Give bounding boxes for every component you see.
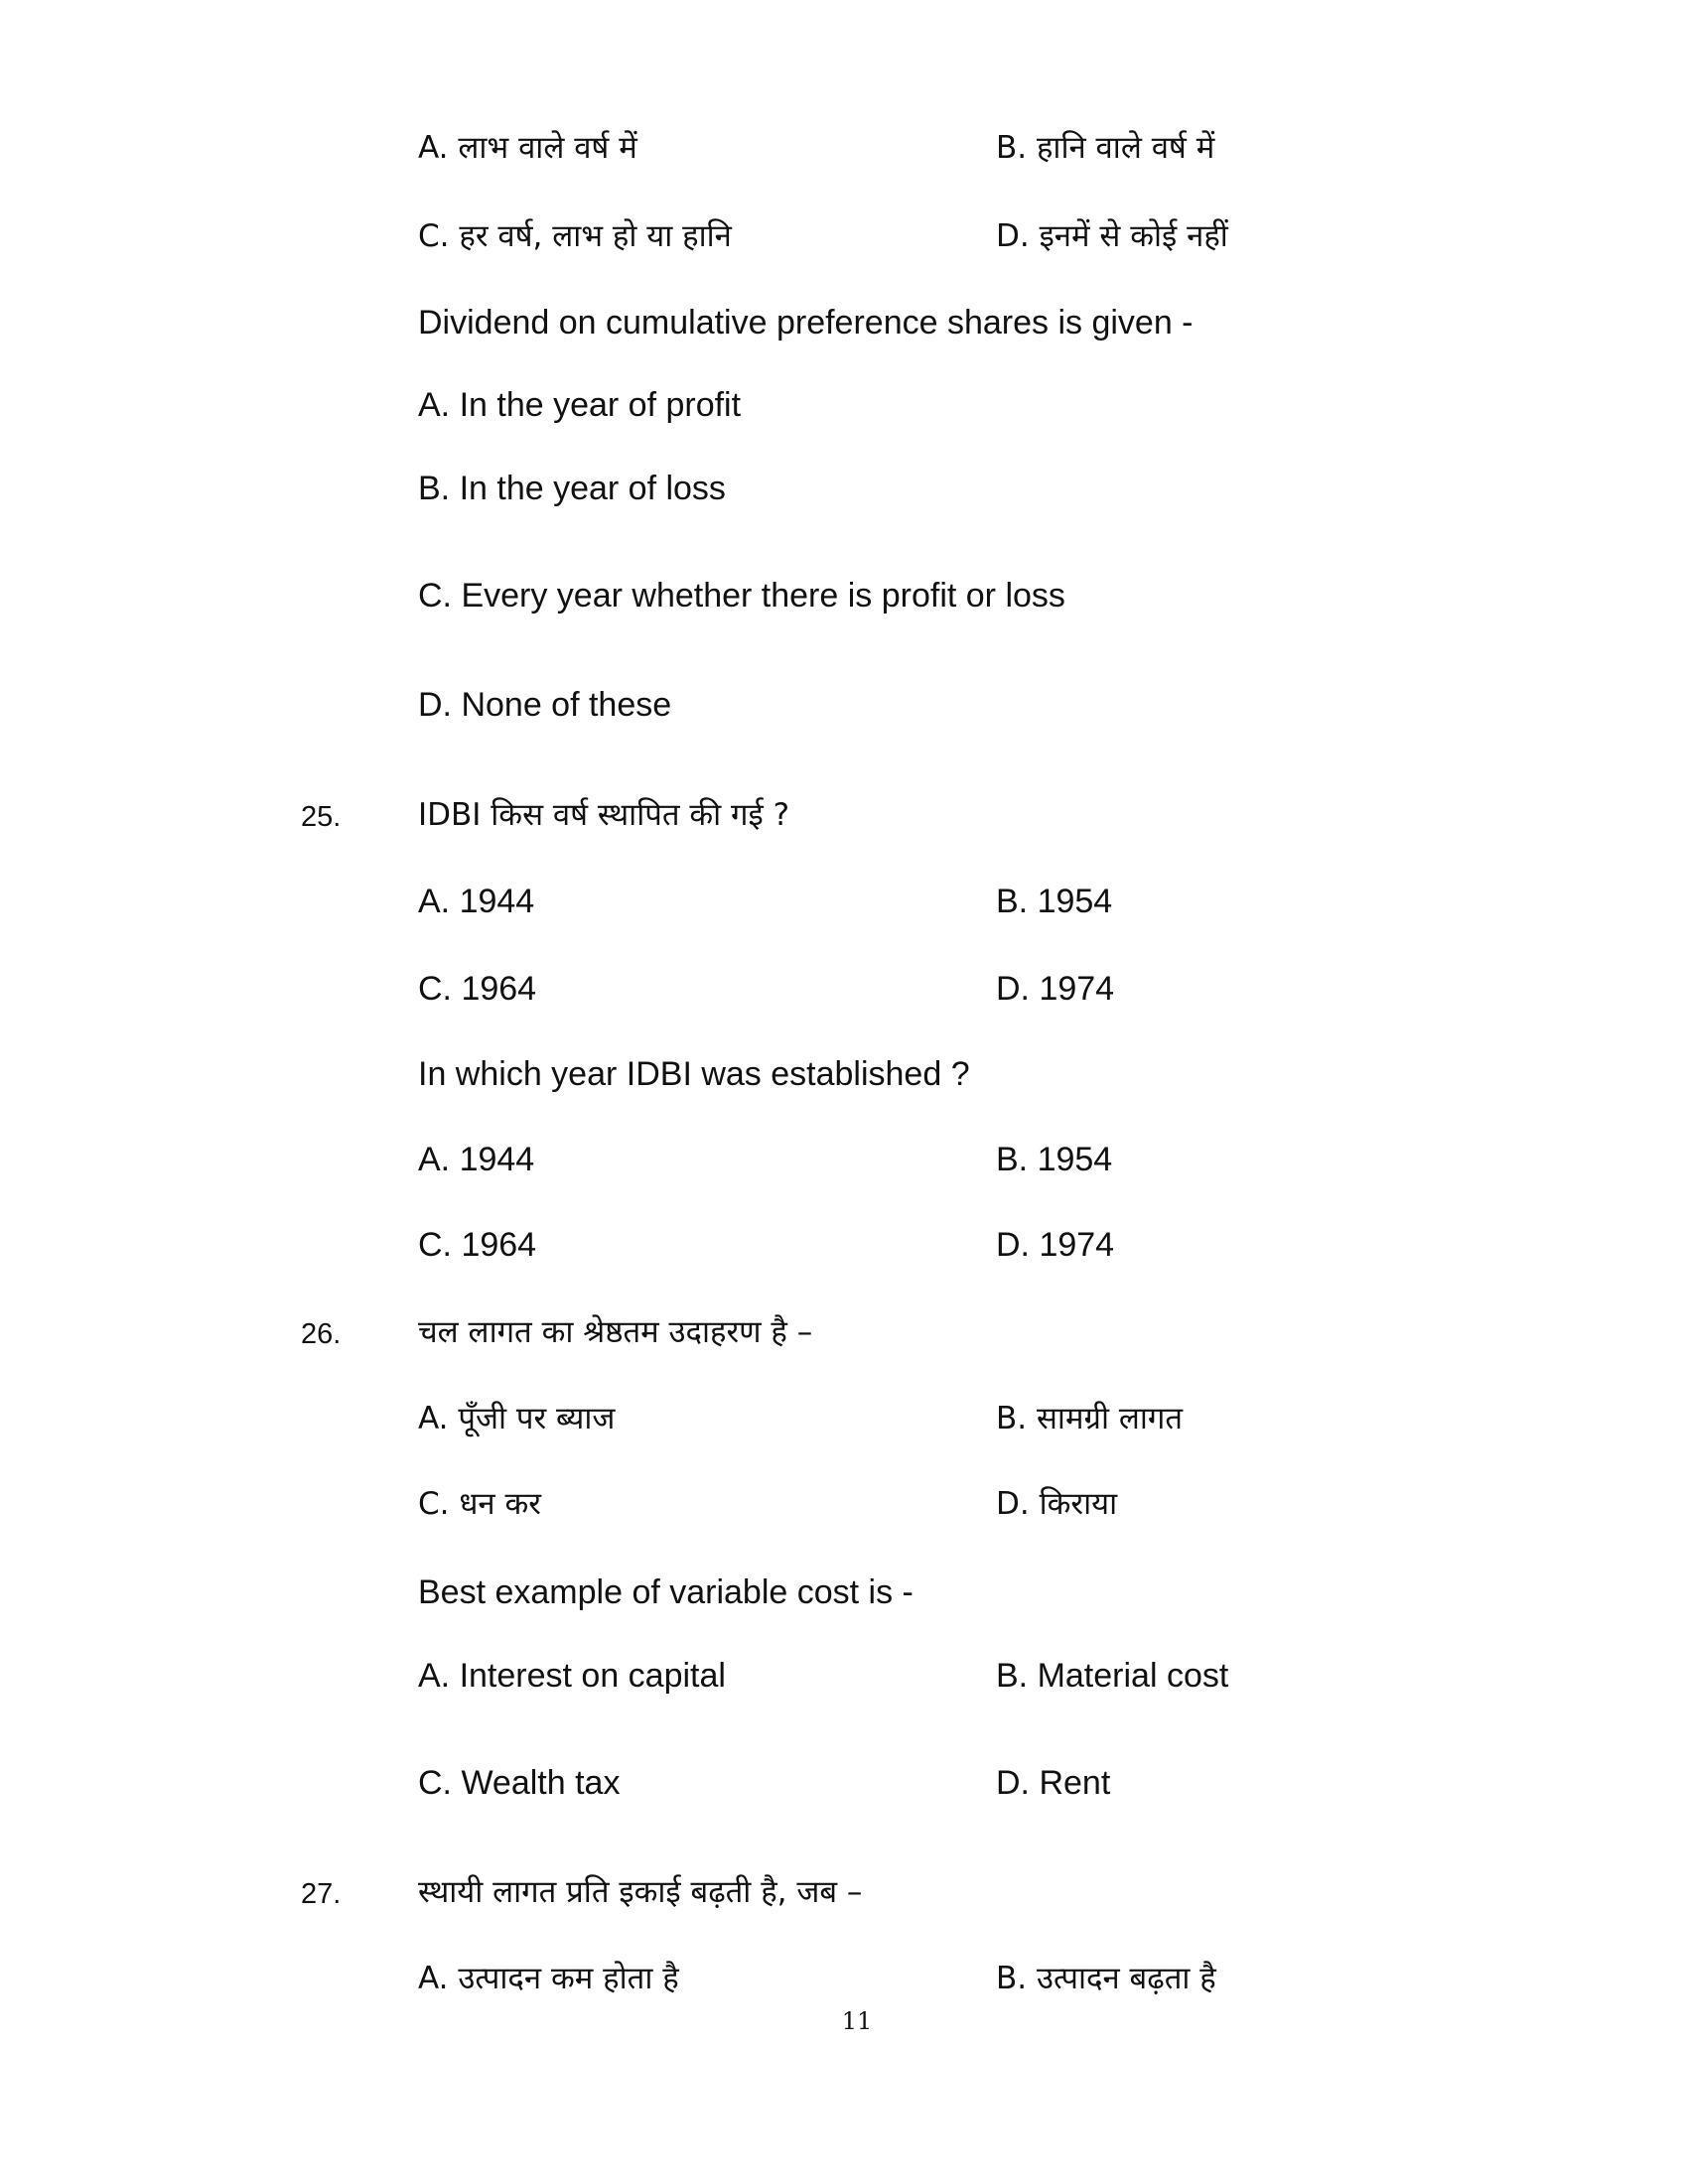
question-text-english: Dividend on cumulative preference shares is given - — [418, 304, 1194, 341]
option-a-hindi: A. 1944 — [418, 883, 535, 920]
option-b-english: B. 1954 — [996, 1141, 1113, 1178]
option-b-hindi: B. हानि वाले वर्ष में — [996, 130, 1215, 166]
option-d-english: D. Rent — [996, 1764, 1111, 1802]
option-a-english: A. In the year of profit — [418, 386, 742, 424]
question-number: 25. — [301, 801, 342, 833]
question-text-english: In which year IDBI was established ? — [418, 1055, 970, 1093]
option-d-hindi: D. इनमें से कोई नहीं — [996, 218, 1228, 254]
question-text-hindi: चल लागत का श्रेष्ठतम उदाहरण है – — [418, 1314, 813, 1350]
option-a-hindi: A. लाभ वाले वर्ष में — [418, 130, 637, 166]
option-a-hindi: A. उत्पादन कम होता है — [418, 1961, 679, 1996]
page-number: 11 — [841, 2007, 873, 2035]
option-a-english: A. Interest on capital — [418, 1657, 726, 1695]
option-c-hindi: C. हर वर्ष, लाभ हो या हानि — [418, 218, 732, 254]
option-b-english: B. In the year of loss — [418, 470, 726, 507]
option-d-hindi: D. किराया — [996, 1486, 1118, 1522]
option-d-english: D. None of these — [418, 686, 672, 724]
option-b-english: B. Material cost — [996, 1657, 1229, 1695]
question-text-hindi: IDBI किस वर्ष स्थापित की गई ? — [418, 797, 790, 833]
option-d-hindi: D. 1974 — [996, 970, 1115, 1008]
option-a-english: A. 1944 — [418, 1141, 535, 1178]
option-b-hindi: B. सामग्री लागत — [996, 1401, 1184, 1436]
question-text-english: Best example of variable cost is - — [418, 1573, 914, 1611]
option-c-hindi: C. 1964 — [418, 970, 537, 1008]
question-text-hindi: स्थायी लागत प्रति इकाई बढ़ती है, जब – — [418, 1874, 863, 1910]
option-d-english: D. 1974 — [996, 1226, 1115, 1264]
option-c-english: C. Wealth tax — [418, 1764, 621, 1802]
option-b-hindi: B. उत्पादन बढ़ता है — [996, 1961, 1216, 1996]
option-a-hindi: A. पूँजी पर ब्याज — [418, 1401, 616, 1436]
option-c-english: C. Every year whether there is profit or loss — [418, 577, 1065, 614]
question-number: 26. — [301, 1318, 342, 1350]
option-c-english: C. 1964 — [418, 1226, 537, 1264]
question-number: 27. — [301, 1878, 342, 1910]
option-b-hindi: B. 1954 — [996, 883, 1113, 920]
option-c-hindi: C. धन कर — [418, 1486, 541, 1522]
